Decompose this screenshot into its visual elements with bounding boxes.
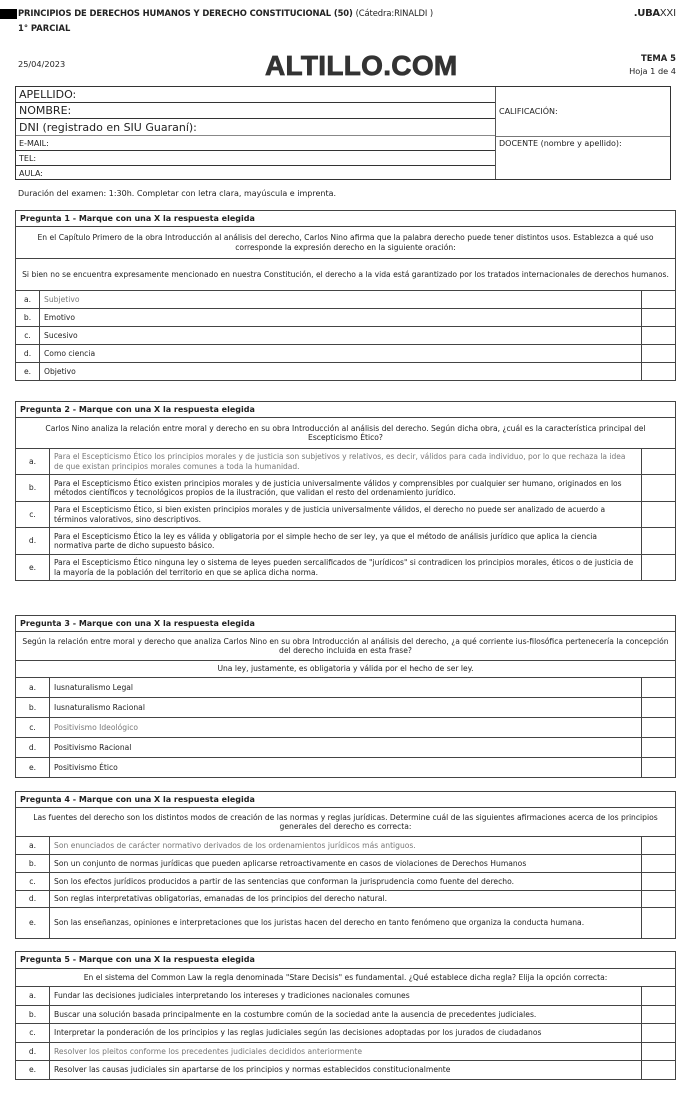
answer-box[interactable] — [641, 309, 675, 327]
answer-box[interactable] — [641, 449, 675, 475]
question-title: Pregunta 5 - Marque con una X la respuesta elegida — [16, 952, 676, 969]
answer-box[interactable] — [641, 1061, 675, 1080]
option-row — [16, 758, 676, 778]
option-text: Son las enseñanzas, opiniones e interpretaciones que los juristas hacen del derecho en tanto fenómeno que organiza la conducta humana. — [50, 908, 642, 939]
aula-label: AULA: — [19, 168, 43, 178]
calificacion-label: CALIFICACIÓN: — [499, 107, 558, 116]
uba-logo — [634, 8, 676, 19]
option-letter: e. — [16, 1061, 50, 1080]
altillo-logo: ALTILLO.COM — [265, 50, 458, 81]
option-text: Son enunciados de carácter normativo derivados de los ordenamientos jurídicos más antiguos. — [50, 837, 642, 855]
docente-field — [496, 136, 670, 148]
question-quote: Una ley, justamente, es obligatoria y válida por el hecho de ser ley. — [16, 661, 676, 678]
option-letter: b. — [16, 309, 40, 327]
option-letter: a. — [16, 291, 40, 309]
option-row — [16, 345, 676, 363]
option-letter: c. — [16, 873, 50, 891]
question-prompt: En el Capítulo Primero de la obra Introducción al análisis del derecho, Carlos Nino afirma que la palabra derecho puede tener distintos usos. Establezca a qué uso corresponde la expresión derecho en la siguiente oración: — [16, 227, 676, 259]
answer-box[interactable] — [641, 345, 675, 363]
option-letter: b. — [16, 1006, 50, 1024]
option-row — [16, 1006, 676, 1024]
option-row — [16, 1061, 676, 1080]
page-number: Hoja 1 de 4 — [629, 66, 676, 76]
option-text: Emotivo — [40, 309, 642, 327]
option-row — [16, 291, 676, 309]
uba-logo-light: XXI — [659, 8, 676, 19]
option-text: Iusnaturalismo Legal — [50, 678, 642, 698]
option-letter: d. — [16, 891, 50, 908]
answer-box[interactable] — [641, 291, 675, 309]
answer-box[interactable] — [641, 987, 675, 1006]
option-row — [16, 555, 676, 581]
answer-box[interactable] — [641, 837, 675, 855]
option-letter: c. — [16, 502, 50, 528]
exam-instructions: Duración del examen: 1:30h. Completar con letra clara, mayúscula e imprenta. — [18, 189, 337, 198]
option-row — [16, 873, 676, 891]
answer-box[interactable] — [641, 758, 675, 778]
question-5 — [15, 951, 676, 1080]
option-row — [16, 528, 676, 555]
uba-logo-bold: .UBA — [633, 8, 660, 19]
option-letter: c. — [16, 718, 50, 738]
answer-box[interactable] — [641, 678, 675, 698]
tema-label: TEMA 5 — [641, 53, 676, 63]
catedra-text: (Cátedra:RINALDI ) — [355, 8, 433, 18]
option-text: Para el Escepticismo Ético la ley es válida y obligatoria por el simple hecho de ser ley, ya que el método de análisis jurídico que aplica la ciencia normativa parte de dicho supuesto básico. — [50, 528, 642, 555]
option-letter: d. — [16, 1043, 50, 1061]
tel-field[interactable] — [16, 151, 495, 166]
docente-label: DOCENTE (nombre y apellido): — [499, 139, 622, 148]
answer-box[interactable] — [641, 855, 675, 873]
question-quote: Si bien no se encuentra expresamente mencionado en nuestra Constitución, el derecho a la vida está garantizado por los tratados internacionales de derechos humanos. — [16, 259, 676, 291]
option-row — [16, 475, 676, 502]
question-title: Pregunta 4 - Marque con una X la respuesta elegida — [16, 792, 676, 808]
apellido-label: APELLIDO: — [19, 88, 77, 101]
question-prompt: En el sistema del Common Law la regla denominada "Stare Decisis" es fundamental. ¿Qué establece dicha regla? Elija la opción correcta: — [16, 969, 676, 987]
question-1 — [15, 210, 676, 381]
option-letter: e. — [16, 758, 50, 778]
option-letter: a. — [16, 987, 50, 1006]
option-row — [16, 891, 676, 908]
option-letter: d. — [16, 738, 50, 758]
option-letter: a. — [16, 837, 50, 855]
question-3 — [15, 615, 676, 778]
answer-box[interactable] — [641, 1006, 675, 1024]
nombre-field[interactable] — [16, 103, 495, 119]
email-label: E-MAIL: — [19, 138, 49, 148]
question-title: Pregunta 3 - Marque con una X la respuesta elegida — [16, 616, 676, 632]
option-text: Sucesivo — [40, 327, 642, 345]
answer-box[interactable] — [641, 502, 675, 528]
option-letter: c. — [16, 327, 40, 345]
option-letter: d. — [16, 528, 50, 555]
option-text: Para el Escepticismo Ético existen principios morales y de justicia universalmente válidos y comprensibles por cualquier ser humano, originados en los métodos científicos y tecnológicos propios de la ilustración, que validan el resto del ordenamiento jurídico. — [50, 475, 642, 502]
option-letter: e. — [16, 908, 50, 939]
answer-box[interactable] — [641, 475, 675, 502]
question-4 — [15, 791, 676, 939]
option-text: Son los efectos jurídicos producidos a partir de las sentencias que conforman la jurisprudencia como fuente del derecho. — [50, 873, 642, 891]
option-letter: b. — [16, 855, 50, 873]
question-title: Pregunta 2 - Marque con una X la respuesta elegida — [16, 402, 676, 418]
nombre-label: NOMBRE: — [19, 104, 72, 117]
option-row — [16, 1024, 676, 1043]
answer-box[interactable] — [641, 555, 675, 581]
tel-label: TEL: — [19, 153, 37, 163]
option-text: Buscar una solución basada principalmente en la costumbre común de la sociedad ante la ausencia de precedentes judiciales. — [50, 1006, 642, 1024]
option-row — [16, 678, 676, 698]
answer-box[interactable] — [641, 718, 675, 738]
calificacion-field — [496, 87, 670, 137]
student-info-left — [16, 87, 496, 179]
option-text: Positivismo Ideológico — [50, 718, 642, 738]
option-text: Fundar las decisiones judiciales interpretando los intereses y tradiciones nacionales comunes — [50, 987, 642, 1006]
question-title: Pregunta 1 - Marque con una X la respuesta elegida — [16, 211, 676, 227]
course-title-text: PRINCIPIOS DE DERECHOS HUMANOS Y DERECHO CONSTITUCIONAL (50) — [18, 8, 353, 18]
option-row — [16, 738, 676, 758]
answer-box[interactable] — [641, 327, 675, 345]
question-prompt: Las fuentes del derecho son los distintos modos de creación de las normas y reglas jurídicas. Determine cuál de las siguientes afirmaciones acerca de los principios generales del derecho es correcta: — [16, 808, 676, 837]
answer-box[interactable] — [641, 738, 675, 758]
option-text: Resolver las causas judiciales sin apartarse de los principios y normas establecidos constitucionalmente — [50, 1061, 642, 1080]
option-row — [16, 855, 676, 873]
apellido-field[interactable] — [16, 87, 495, 103]
answer-box[interactable] — [641, 1043, 675, 1061]
option-text: Positivismo Racional — [50, 738, 642, 758]
email-field[interactable] — [16, 136, 495, 151]
answer-box[interactable] — [641, 873, 675, 891]
option-letter: e. — [16, 363, 40, 381]
question-2 — [15, 401, 676, 581]
dni-label: DNI (registrado en SIU Guaraní): — [19, 120, 197, 134]
redaction-block — [0, 9, 17, 19]
option-row — [16, 698, 676, 718]
exam-date: 25/04/2023 — [18, 59, 66, 69]
option-letter: b. — [16, 698, 50, 718]
option-row — [16, 1043, 676, 1061]
option-letter: b. — [16, 475, 50, 502]
option-row — [16, 363, 676, 381]
option-row — [16, 837, 676, 855]
option-row — [16, 987, 676, 1006]
option-letter: d. — [16, 345, 40, 363]
question-prompt: Carlos Nino analiza la relación entre moral y derecho en su obra Introducción al análisis del derecho. Según dicha obra, ¿cuál es la característica principal del Escepticismo Ético? — [16, 418, 676, 449]
option-row — [16, 908, 676, 939]
question-prompt: Según la relación entre moral y derecho que analiza Carlos Nino en su obra Introducción al análisis del derecho, ¿a qué corriente ius-filosófica pertenecería la concepción del derecho incluida en esta frase? — [16, 632, 676, 661]
option-text: Subjetivo — [40, 291, 642, 309]
option-text: Como ciencia — [40, 345, 642, 363]
option-row — [16, 718, 676, 738]
option-row — [16, 502, 676, 528]
course-title — [18, 8, 433, 18]
option-text: Positivismo Ético — [50, 758, 642, 778]
option-text: Para el Escepticismo Ético, si bien existen principios morales y de justicia universalmente válidos, el derecho no puede ser analizado de acuerdo a términos valorativos, sino descriptivos. — [50, 502, 642, 528]
option-letter: a. — [16, 449, 50, 475]
answer-box[interactable] — [641, 891, 675, 908]
answer-box[interactable] — [641, 1024, 675, 1043]
option-text: Resolver los pleitos conforme los precedentes judiciales decididos anteriormente — [50, 1043, 642, 1061]
dni-field[interactable] — [16, 119, 495, 136]
aula-field[interactable] — [16, 166, 495, 180]
answer-box[interactable] — [641, 698, 675, 718]
option-letter: a. — [16, 678, 50, 698]
option-letter: e. — [16, 555, 50, 581]
option-text: Iusnaturalismo Racional — [50, 698, 642, 718]
option-text: Interpretar la ponderación de los principios y las reglas judiciales según las decisiones adoptadas por los jurados de ciudadanos — [50, 1024, 642, 1043]
option-text: Para el Escepticismo Ético ninguna ley o sistema de leyes pueden sercalificados de "jurídicos" si contradicen los principios morales, éticos o de justicia de la mayoría de la población del territorio en que se aplica dicha norma. — [50, 555, 642, 581]
answer-box[interactable] — [641, 908, 675, 939]
option-row — [16, 327, 676, 345]
answer-box[interactable] — [641, 363, 675, 381]
option-letter: c. — [16, 1024, 50, 1043]
exam-type: 1° PARCIAL — [18, 23, 71, 33]
option-row — [16, 449, 676, 475]
option-text: Objetivo — [40, 363, 642, 381]
option-row — [16, 309, 676, 327]
option-text: Son reglas interpretativas obligatorias, emanadas de los principios del derecho natural. — [50, 891, 642, 908]
answer-box[interactable] — [641, 528, 675, 555]
option-text: Son un conjunto de normas jurídicas que pueden aplicarse retroactivamente en casos de violaciones de Derechos Humanos — [50, 855, 642, 873]
option-text: Para el Escepticismo Ético los principios morales y de justicia son subjetivos y relativos, es decir, válidos para cada individuo, por lo que rechaza la idea de que existan principios morales comunes a toda la humanidad. — [50, 449, 642, 475]
student-info-box — [15, 86, 671, 180]
